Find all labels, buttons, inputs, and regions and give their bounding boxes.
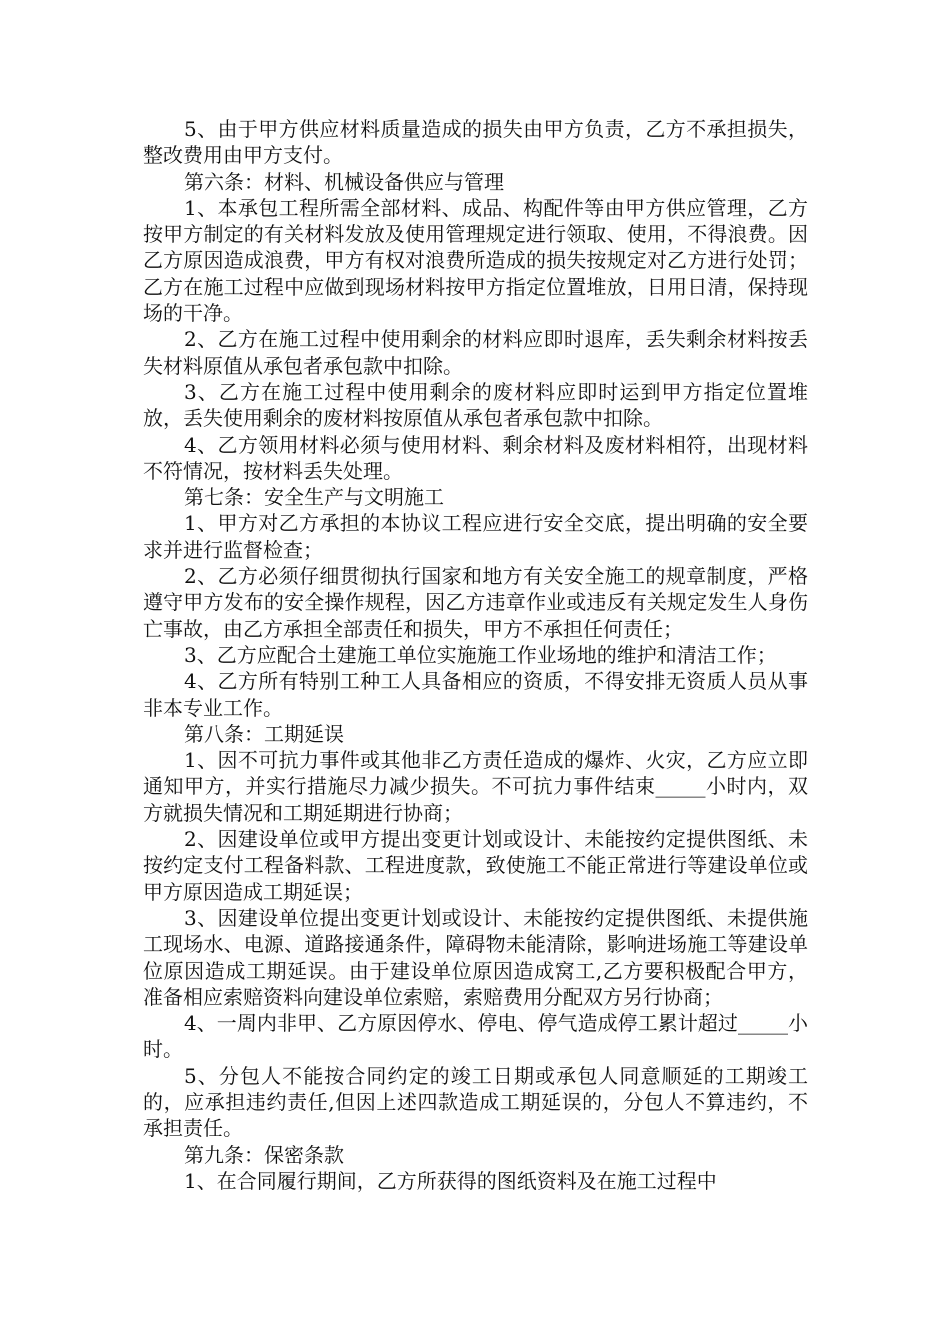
article-6-clause-1: 1、本承包工程所需全部材料、成品、构配件等由甲方供应管理，乙方按甲方制定的有关材料发放及使用管理规定进行领取、使用，不得浪费。因乙方原因造成浪费，甲方有权对浪费所造成的损失按规定对乙方进行处罚；乙方在施工过程中应做到现场材料按甲方指定位置堆放，日用日清，保持现场的干净。 (143, 195, 808, 326)
article-7-clause-3: 3、乙方应配合土建施工单位实施施工作业场地的维护和清洁工作； (184, 642, 777, 667)
article-8-clause-2: 2、因建设单位或甲方提出变更计划或设计、未能按约定提供图纸、未按约定支付工程备料款、工程进度款，致使施工不能正常进行等建设单位或甲方原因造成工期延误； (143, 827, 808, 904)
article-6-clause-3: 3、乙方在施工过程中使用剩余的废材料应即时运到甲方指定位置堆放，丢失使用剩余的废材料按原值从承包者承包款中扣除。 (143, 379, 808, 431)
article-8-heading: 第八条：工期延误 (184, 721, 344, 746)
article-6-clause-2: 2、乙方在施工过程中使用剩余的材料应即时退库，丢失剩余材料按丢失材料原值从承包者承包款中扣除。 (143, 327, 808, 378)
article-8-clause-4: 4、一周内非甲、乙方原因停水、停电、停气造成停工累计超过_____小时。 (143, 1011, 808, 1062)
article-6-clause-4: 4、乙方领用材料必须与使用材料、剩余材料及废材料相符，出现材料不符情况，按材料丢失处理。 (143, 432, 808, 483)
article-7-clause-2: 2、乙方必须仔细贯彻执行国家和地方有关安全施工的规章制度，严格遵守甲方发布的安全操作规程，因乙方违章作业或违反有关规定发生人身伤亡事故，由乙方承担全部责任和损失，甲方不承担任何责任； (143, 564, 808, 641)
article-8-clause-1: 1、因不可抗力事件或其他非乙方责任造成的爆炸、火灾，乙方应立即通知甲方，并实行措施尽力减少损失。不可抗力事件结束_____小时内，双方就损失情况和工期延期进行协商； (143, 748, 808, 825)
article-7-clause-1: 1、甲方对乙方承担的本协议工程应进行安全交底，提出明确的安全要求并进行监督检查； (143, 511, 808, 562)
article-8-clause-3: 3、因建设单位提出变更计划或设计、未能按约定提供图纸、未提供施工现场水、电源、道路接通条件，障碍物未能清除，影响进场施工等建设单位原因造成工期延误。由于建设单位原因造成窝工,乙方要积极配合甲方，准备相应索赔资料向建设单位索赔，索赔费用分配双方另行协商； (143, 905, 808, 1009)
article-9-heading: 第九条：保密条款 (184, 1142, 344, 1167)
document-body (143, 116, 808, 1194)
article-7-clause-4: 4、乙方所有特别工种工人具备相应的资质，不得安排无资质人员从事非本专业工作。 (143, 669, 808, 720)
article-6-heading: 第六条：材料、机械设备供应与管理 (184, 169, 504, 194)
article-7-heading: 第七条：安全生产与文明施工 (184, 485, 444, 510)
article-9-clause-1: 1、在合同履行期间，乙方所获得的图纸资料及在施工过程中 (184, 1168, 717, 1193)
article-8-clause-5: 5、分包人不能按合同约定的竣工日期或承包人同意顺延的工期竣工的，应承担违约责任,但因上述四款造成工期延误的，分包人不算违约，不承担责任。 (143, 1063, 808, 1141)
clause-5-material-quality: 5、由于甲方供应材料质量造成的损失由甲方负责，乙方不承担损失，整改费用由甲方支付。 (143, 117, 808, 168)
